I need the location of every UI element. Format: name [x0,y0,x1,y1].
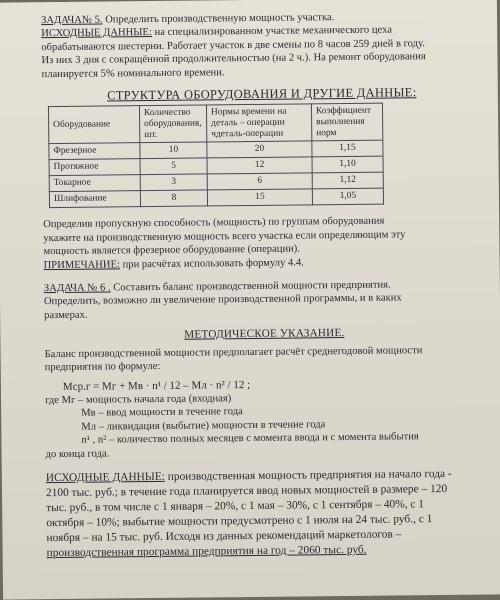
task5-line4: планируется 5% номинального времени. [41,66,225,80]
methods-line1: Баланс производственной мощности предполагает расчёт среднегодовой мощности [44,344,423,360]
task6-line3: размерах. [44,309,88,322]
task5-question-line2: укажите на производственную мощность всего участка если определяющим эту [43,229,406,245]
methods-where5: до конца года. [45,448,110,460]
final-line2: 2100 тыс. руб.; в течение года планируется ввод новых мощностей в размере – 120 [45,482,448,500]
task5-line3: Из них 3 дня с сокращённой продолжительностью (на 2 ч.). На ремонт оборудования [41,51,426,67]
structure-title: СТРУКТУРА ОБОРУДОВАНИЯ И ДРУГИЕ ДАННЫЕ: [107,85,417,103]
methods-where2: Мв – ввод мощности в течение года [81,406,243,420]
table-cell: 12 [207,157,312,174]
table-header-cell: Нормы времени на деталь – операции чдеталь-операции [206,104,311,142]
task6-heading: ЗАДАЧА № 6 . [43,282,111,295]
equipment-table [48,103,384,209]
table-header-cell: Оборудование [48,106,139,144]
final-data-block [46,466,493,561]
final-line4: октября – 10%; выбытие мощности предусмотрено с 1 июля на 24 тыс. руб., с 1 [46,513,433,530]
table-cell: 8 [140,190,207,207]
methods-line2: предприятия по формуле: [44,361,161,374]
table-cell: 5 [140,158,207,175]
table-cell: 20 [207,141,312,158]
final-line3: тыс. руб., в том числе с 1 января – 20%, с 1 мая – 30%, с 1 сентября – 40%, с 1 [46,498,425,515]
task5-question-line1: Определив пропускную способность (мощность) по группам оборудования [43,216,385,231]
task6-line2: Определить, возможно ли увеличение производственной программы, и в каких [43,292,402,308]
table-cell: 1,05 [312,189,383,206]
final-line5: ноября – на 15 тыс. руб. Исходя из данных рекомендаций маркетологов – [46,528,402,545]
table-cell: 1,15 [312,141,383,158]
table-header-cell: Коэффициент выполнения норм [311,104,382,142]
methods-where4: n¹ , n² – количество полных месяцев с момента ввода и с момента выбытия [81,431,419,446]
table-cell: 6 [207,173,312,190]
final-line6: производственная программа предприятия на год – 2060 тыс. руб. [46,543,367,560]
methods-title: МЕТОДИЧЕСКОЕ УКАЗАНИЕ. [184,327,345,341]
table-cell: 10 [140,142,207,159]
task5-question-line3: мощность является фрезерное оборудование (операции). [43,243,301,258]
table-cell: Токарное [49,175,140,192]
task6-heading-text: Составить баланс производственной мощности предприятия. [110,279,391,294]
table-cell: 1,12 [312,173,383,190]
table-header-cell: Количество оборудования, шт. [139,105,206,143]
task5-heading-text: Определить производственную мощность участка. [102,12,335,26]
table-cell: 3 [140,174,207,191]
note-text: при расчётах использовать формулу 4.4. [119,257,304,271]
methods-where3: Мл – ликвидация (выбытие) мощности в течение года [81,418,326,433]
task5-initial-label: ИСХОДНЫЕ ДАННЫЕ: [41,27,153,40]
methods-where1: где Мг – мощность начала года (входная) [44,393,232,407]
task5-line1-text: на специализированном участке механического цеха [151,24,393,39]
table-cell: Фрезерное [49,143,140,160]
table-cell: Шлифование [49,191,140,208]
task5-heading: ЗАДАЧА№ 5. [41,14,103,27]
note-label: ПРИМЕЧАНИЕ: [43,259,121,271]
table-cell: Протяжное [49,159,140,176]
table-cell: 1,10 [312,157,383,174]
table-header-row [48,104,382,144]
task5-line2: обрабатываются шестерни. Работает участок в две смены по 8 часов 259 дней в году. [41,37,425,53]
final-line1-text: производственная мощность предприятия на начало года - [164,467,452,483]
methods-formula: Мср.г = Мг + Мв · n¹ / 12 – Мл · n² / 12 ; [62,378,251,393]
final-label: ИСХОДНЫЕ ДАННЫЕ: [45,470,165,485]
table-cell: 15 [207,189,312,206]
